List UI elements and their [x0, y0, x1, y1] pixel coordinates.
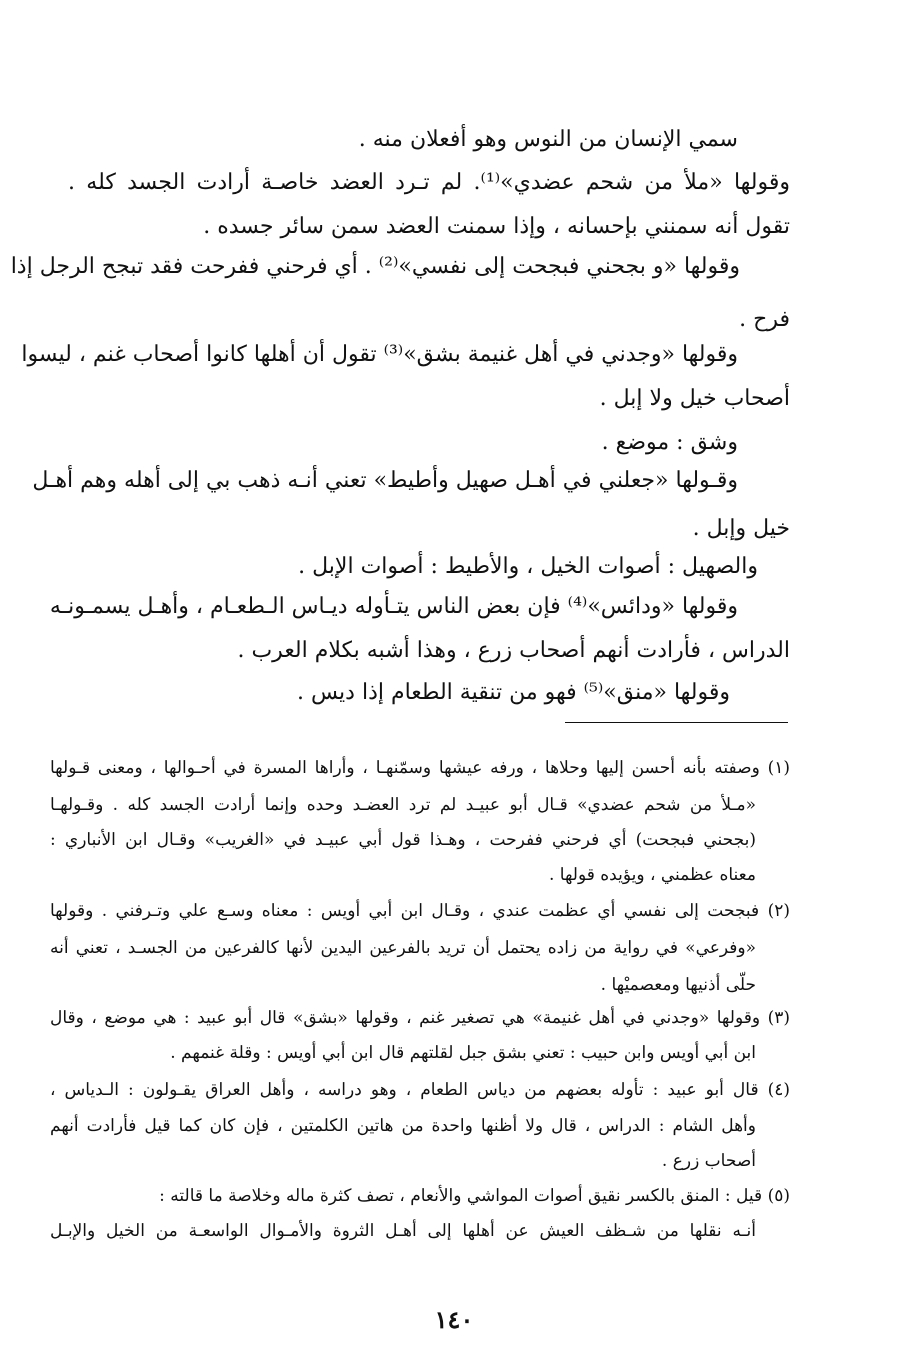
footnote-line-11: وأهل الشام : الدراس ، قال ولا أظنها واحدة من هاتين الكلمتين ، فإن كان كما قيل فأرادت أنهم — [50, 1116, 756, 1136]
body-line-1: سمي الإنسان من النوس وهو أفعلان منه . — [358, 127, 738, 152]
footnote-line-8: (٣) وقولها «وجدني في أهل غنيمة» هي تصغير غنم ، وقولها «بشق» قال أبو عبيد : هي موضع ، وقال — [50, 1008, 790, 1028]
footnote-line-5: (٢) فبجحت إلى نفسي أي عظمت عندي ، وقـال ابن أبي أويس : معناه وسـع علي وتـرفني . وقولها — [50, 901, 790, 921]
footnote-line-6: «وفرعي» في رواية من زاده يحتمل أن تريد بالفرعين اليدين لأنها كالفرعين من الجسـد ، تعني أنه — [50, 938, 756, 958]
body-line-8: وشق : موضع . — [601, 430, 738, 455]
body-line-4: وقولها «و بجحني فبجحت إلى نفسي»⁽²⁾ . أي فرحني ففرحت فقد تبجح الرجل إذا — [10, 254, 740, 279]
footnote-line-2: «مـلأ من شحم عضدي» قـال أبو عبيـد لم ترد العضـد وحده وإنما أرادت الجسد كله . وقـولهـا — [50, 795, 756, 815]
footnote-line-4: معناه عظمني ، ويؤيده قولها . — [548, 865, 756, 885]
footnote-line-13: (٥) قيل : المنق بالكسر نقيق أصوات المواشي والأنعام ، تصف كثرة ماله وخلاصة ما قالته : — [159, 1186, 790, 1206]
footnote-separator — [565, 722, 788, 723]
footnote-line-10: (٤) قال أبو عبيد : تأوله بعضهم من دياس الطعام ، وهو دراسه ، وأهل العراق يقـولون : الـدياس ، — [50, 1080, 790, 1100]
body-line-3: تقول أنه سمنني بإحسانه ، وإذا سمنت العضد سمن سائر جسده . — [203, 214, 790, 239]
body-line-13: الدراس ، فأرادت أنهم أصحاب زرع ، وهذا أشبه بكلام العرب . — [237, 638, 790, 663]
footnote-line-1: (١) وصفته بأنه أحسن إليها وحلاها ، ورفه عيشها وسمّنهـا ، وأراها المسرة في أحـوالها ، ومعنى قـولها — [50, 758, 790, 778]
footnote-line-12: أصحاب زرع . — [661, 1151, 756, 1171]
footnote-line-9: ابن أبي أويس وابن حبيب : تعني بشق جبل لقلتهم قال ابن أبي أويس : وقلة غنمهم . — [170, 1043, 756, 1063]
body-line-11: والصهيل : أصوات الخيل ، والأطيط : أصوات الإبل . — [298, 554, 758, 579]
body-line-7: أصحاب خيل ولا إبل . — [599, 386, 790, 411]
footnote-line-14: أنـه نقلها من شـظف العيش عن أهلها إلى أهـل الثروة والأمـوال الواسعـة من الخيل والإبـل — [50, 1221, 756, 1241]
footnote-line-7: حلّى أذنيها ومعصميْها . — [600, 975, 756, 995]
page-number: ١٤٠ — [434, 1305, 474, 1334]
body-line-12: وقولها «ودائس»⁽⁴⁾ فإن بعض الناس يتـأوله ديـاس الـطعـام ، وأهـل يسمـونـه — [49, 594, 738, 619]
body-line-14: وقولها «منق»⁽⁵⁾ فهو من تنقية الطعام إذا ديس . — [297, 680, 730, 705]
body-line-9: وقـولها «جعلني في أهـل صهيل وأطيط» تعني أنـه ذهب بي إلى أهله وهم أهـل — [32, 468, 738, 493]
footnote-line-3: (بجحني فبجحت) أي فرحني ففرحت ، وهـذا قول أبي عبيـد في «الغريب» وقـال ابن الأنباري : — [50, 830, 756, 850]
body-line-6: وقولها «وجدني في أهل غنيمة بشق»⁽³⁾ تقول أن أهلها كانوا أصحاب غنم ، ليسوا — [21, 342, 738, 367]
body-line-5: فرح . — [739, 307, 790, 332]
body-line-2: وقولها «ملأ من شحم عضدي»⁽¹⁾. لم تـرد العضد خاصـة أرادت الجسد كله . — [68, 170, 790, 195]
body-line-10: خيل وإبل . — [692, 516, 790, 541]
